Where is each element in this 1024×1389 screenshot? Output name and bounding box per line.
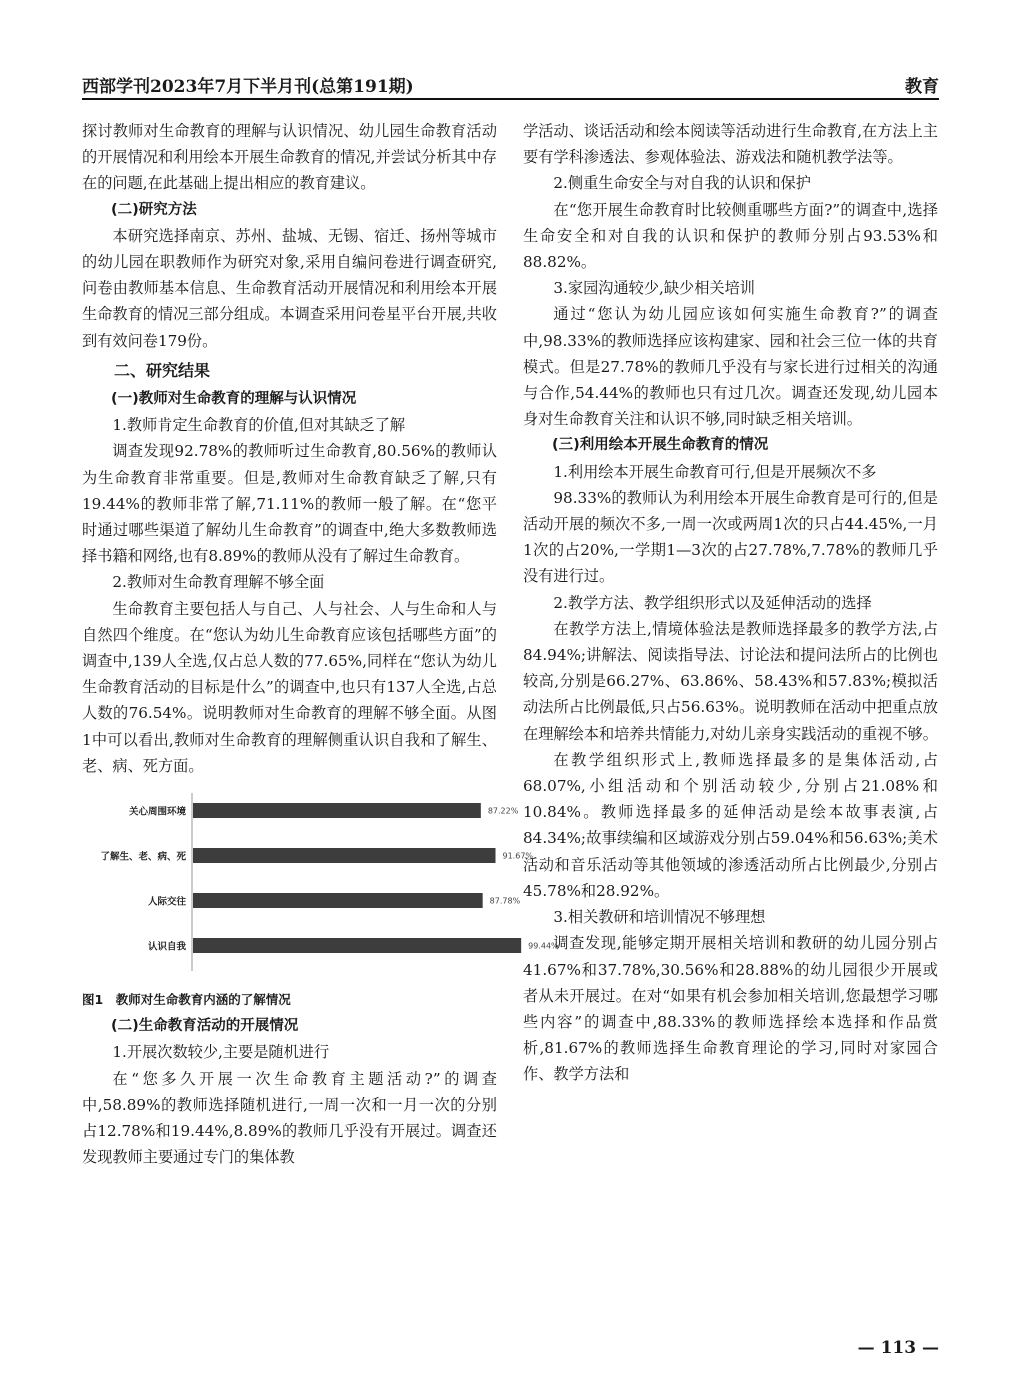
paragraph: 探讨教师对生命教育的理解与认识情况、幼儿园生命教育活动的开展情况和利用绘本开展生命教育的情况,并尝试分析其中存在的问题,在此基础上提出相应的教育建议。 xyxy=(82,122,497,193)
bar-chart-svg xyxy=(82,787,559,987)
paragraph: 在教学方法上,情境体验法是教师选择最多的教学方法,占84.94%;讲解法、阅读指导法、讨论法和提问法所占的比例也较高,分别是66.27%、63.86%、58.43%和57.83%;模拟活动法所占比例最低,只占56.63%。说明教师在活动中把重点放在理解绘本和培养共情能力,对幼儿亲身实践活动的重视不够。 xyxy=(523,619,938,743)
paragraph: 生命教育主要包括人与自己、人与社会、人与生命和人与自然四个维度。在“您认为幼儿生命教育应该包括哪些方面”的调查中,139人全选,仅占总人数的77.65%,同样在“您认为幼儿生命教育活动的目标是什么”的调查中,也只有137人全选,占总人数的76.54%。说明教师对生命教育的理解不够全面。从图1中可以看出,教师对生命教育的理解侧重认识自我和了解生、老、病、死方面。 xyxy=(82,599,497,775)
subsection-heading: (二)生命教育活动的开展情况 xyxy=(111,1018,299,1035)
subsection-heading: (一)教师对生命教育的理解与认识情况 xyxy=(111,391,357,408)
sub-subsection-heading: 3.相关教研和培训情况不够理想 xyxy=(553,908,766,927)
bar xyxy=(193,848,496,863)
page-number: — 113 — xyxy=(857,1338,939,1358)
category-label: 认识自我 xyxy=(147,941,186,953)
paragraph: 调查发现,能够定期开展相关培训和教研的幼儿园分别占41.67%和37.78%,30.56%和28.88%的幼儿园很少开展或者从未开展过。在对“如果有机会参加相关培训,您最想学习哪些内容”的调查中,88.33%的教师选择绘本选择和作品赏析,81.67%的教师选择生命教育理论的学习,同时对家园合作、教学方法和 xyxy=(523,934,938,1084)
data-label: 87.22% xyxy=(487,806,519,816)
category-label: 人际交往 xyxy=(147,896,186,908)
paragraph: 本研究选择南京、苏州、盐城、无锡、宿迁、扬州等城市的幼儿园在职教师作为研究对象,采用自编问卷进行调查研究,问卷由教师基本信息、生命教育活动开展情况和利用绘本开展生命教育的情况三部分组成。本调查采用问卷星平台开展,共收到有效问卷179份。 xyxy=(82,226,497,350)
paragraph: 在教学组织形式上,教师选择最多的是集体活动,占68.07%,小组活动和个别活动较少,分别占21.08%和10.84%。教师选择最多的延伸活动是绘本故事表演,占84.34%;故事续编和区域游戏分别占59.04%和56.63%;美术活动和音乐活动等其他领域的渗透活动所占比例最少,分别占45.78%和28.92%。 xyxy=(523,750,938,900)
section-heading: 二、研究结果 xyxy=(114,360,211,380)
sub-subsection-heading: 1.教师肯定生命教育的价值,但对其缺乏了解 xyxy=(112,416,406,435)
figure-1-bar-chart xyxy=(82,787,559,987)
sub-subsection-heading: 1.利用绘本开展生命教育可行,但是开展频次不多 xyxy=(553,462,877,481)
paragraph: 调查发现92.78%的教师听过生命教育,80.56%的教师认为生命教育非常重要。但是,教师对生命教育缺乏了解,只有19.44%的教师非常了解,71.11%的教师一般了解。在“您平时通过哪些渠道了解幼儿生命教育”的调查中,绝大多数教师选择书籍和网络,也有8.89%的教师从没有了解过生命教育。 xyxy=(82,442,497,566)
bar xyxy=(193,938,521,953)
sub-subsection-heading: 2.教师对生命教育理解不够全面 xyxy=(112,573,325,592)
journal-title: 西部学刊2023年7月下半月刊(总第191期) xyxy=(82,77,414,97)
data-label: 99.44% xyxy=(528,941,559,951)
paragraph: 在“您多久开展一次生命教育主题活动?”的调查中,58.89%的教师选择随机进行,一周一次和一月一次的分别占12.78%和19.44%,8.89%的教师几乎没有开展过。调查还发现教师主要通过专门的集体教 xyxy=(82,1069,497,1167)
bar xyxy=(193,893,483,908)
data-label: 91.67% xyxy=(502,851,534,861)
figure-caption: 图1 教师对生命教育内涵的了解情况 xyxy=(82,992,291,1008)
right-column xyxy=(523,118,938,1088)
running-header xyxy=(82,70,939,100)
bar xyxy=(193,803,481,818)
subsection-heading: (三)利用绘本开展生命教育的情况 xyxy=(552,437,769,454)
sub-subsection-heading: 2.侧重生命安全与对自我的认识和保护 xyxy=(553,174,811,193)
category-label: 关心周围环境 xyxy=(128,806,186,818)
sub-subsection-heading: 2.教学方法、教学组织形式以及延伸活动的选择 xyxy=(553,593,872,612)
section-name: 教育 xyxy=(905,77,939,97)
paragraph: 学活动、谈话活动和绘本阅读等活动进行生命教育,在方法上主要有学科渗透法、参观体验法、游戏法和随机教学法等。 xyxy=(523,122,938,167)
left-column xyxy=(82,118,559,1171)
sub-subsection-heading: 3.家园沟通较少,缺少相关培训 xyxy=(553,279,755,298)
subsection-heading: (二)研究方法 xyxy=(111,201,197,218)
category-label: 了解生、老、病、死 xyxy=(100,851,186,863)
paragraph: 在“您开展生命教育时比较侧重哪些方面?”的调查中,选择生命安全和对自我的认识和保护的教师分别占93.53%和88.82%。 xyxy=(523,200,938,272)
paragraph: 98.33%的教师认为利用绘本开展生命教育是可行的,但是活动开展的频次不多,一周一次或两周1次的只占44.45%,一月1次的占20%,一学期1—3次的占27.78%,7.78%的教师几乎没有进行过。 xyxy=(523,488,938,586)
sub-subsection-heading: 1.开展次数较少,主要是随机进行 xyxy=(112,1043,330,1062)
paragraph: 通过“您认为幼儿园应该如何实施生命教育?”的调查中,98.33%的教师选择应该构建家、园和社会三位一体的共育模式。但是27.78%的教师几乎没有与家长进行过相关的沟通与合作,54.44%的教师也只有过几次。调查还发现,幼儿园本身对生命教育关注和认识不够,同时缺乏相关培训。 xyxy=(523,305,938,429)
data-label: 87.78% xyxy=(489,896,521,906)
